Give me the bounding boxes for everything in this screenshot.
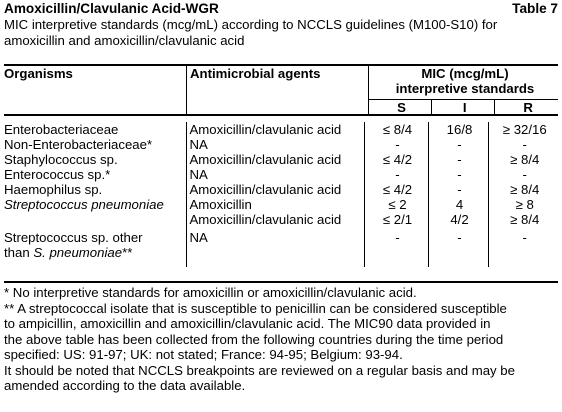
footnotes xyxy=(4,285,558,394)
i-cell: - xyxy=(428,152,488,167)
table-row xyxy=(4,212,558,227)
s-cell: ≤ 2/1 xyxy=(364,212,428,227)
footnote-line: It should be noted that NCCLS breakpoints are reviewed on a regular basis and may be xyxy=(4,362,515,378)
i-cell: 4/2 xyxy=(428,212,488,227)
footnote-line: the above table has been collected from the following countries during the time period xyxy=(4,331,504,347)
col-mic xyxy=(369,66,559,99)
r-cell: ≥ 8/4 xyxy=(488,152,558,167)
i-cell: - xyxy=(428,137,488,152)
organism-cell: Enterobacteriaceae xyxy=(4,122,119,137)
subtitle-line-1: MIC interpretive standards (mcg/mL) according to NCCLS guidelines (M100-S10) for xyxy=(4,17,498,32)
r-cell: ≥ 8/4 xyxy=(488,182,558,197)
table-row xyxy=(4,122,558,137)
table-body xyxy=(4,122,558,267)
organism-cell: Staphylococcus sp. xyxy=(4,152,118,167)
organism-cell xyxy=(4,212,186,227)
s-cell: - xyxy=(364,167,428,182)
document-title: Amoxicillin/Clavulanic Acid-WGR xyxy=(4,1,219,16)
col-r: R xyxy=(495,99,558,115)
organism-cell xyxy=(4,227,186,267)
i-cell: - xyxy=(428,227,488,267)
bottom-rule xyxy=(4,281,558,283)
agent-cell: Amoxicillin/clavulanic acid xyxy=(186,122,364,137)
agent-cell: NA xyxy=(186,137,364,152)
organism-line-2-italic: S. pneumoniae xyxy=(33,245,123,260)
footnote-line: to ampicillin, amoxicillin and amoxicillin/clavulanic acid. The MIC90 data provided in xyxy=(4,316,491,331)
subtitle-line-2: amoxicillin and amoxicillin/clavulanic acid xyxy=(4,32,245,48)
s-cell: - xyxy=(364,137,428,152)
footnote-line: ** A streptococcal isolate that is susceptible to penicillin can be considered susceptible xyxy=(4,300,507,316)
organism-line-2-prefix: than xyxy=(4,245,34,260)
table-row xyxy=(4,152,558,167)
r-cell: - xyxy=(488,227,558,267)
col-organisms: Organisms xyxy=(4,66,73,81)
i-cell: 4 xyxy=(428,197,488,212)
organism-cell: Streptococcus pneumoniae xyxy=(4,197,164,212)
subtitle xyxy=(4,17,558,48)
footnote-line: amended according to the data available. xyxy=(4,378,246,393)
organism-cell: Haemophilus sp. xyxy=(4,182,103,197)
r-cell: ≥ 8/4 xyxy=(488,212,558,227)
s-cell: ≤ 4/2 xyxy=(364,152,428,167)
col-s: S xyxy=(369,99,432,115)
agent-cell: Amoxicillin/clavulanic acid xyxy=(186,212,364,227)
s-cell: ≤ 4/2 xyxy=(364,182,428,197)
organism-line-2-suffix: ** xyxy=(122,245,133,260)
agent-cell: NA xyxy=(186,167,364,182)
organism-line-1: Streptococcus sp. other xyxy=(4,230,143,245)
footnote-line: * No interpretive standards for amoxicillin or amoxicillin/clavulanic acid. xyxy=(4,285,417,300)
col-i: I xyxy=(432,99,495,115)
s-cell: ≤ 8/4 xyxy=(364,122,428,137)
agent-cell: Amoxicillin xyxy=(186,197,364,212)
organism-cell: Non-Enterobacteriaceae* xyxy=(4,137,153,152)
agent-cell: NA xyxy=(186,227,364,267)
s-cell: ≤ 2 xyxy=(364,197,428,212)
agent-cell: Amoxicillin/clavulanic acid xyxy=(186,152,364,167)
table-header xyxy=(4,66,558,115)
col-agents: Antimicrobial agents xyxy=(187,66,369,115)
r-cell: ≥ 8 xyxy=(488,197,558,212)
document-header xyxy=(4,1,558,17)
agent-cell: Amoxicillin/clavulanic acid xyxy=(186,182,364,197)
document xyxy=(4,1,558,393)
col-mic-line-1: MIC (mcg/mL) xyxy=(421,66,509,81)
table-row xyxy=(4,182,558,197)
i-cell: - xyxy=(428,167,488,182)
organism-line-2 xyxy=(4,245,186,260)
r-cell: ≥ 32/16 xyxy=(488,122,558,137)
table-row xyxy=(4,227,558,267)
i-cell: - xyxy=(428,182,488,197)
i-cell: 16/8 xyxy=(428,122,488,137)
table-row xyxy=(4,197,558,212)
organism-cell: Enterococcus sp.* xyxy=(4,167,111,182)
footnote-line: specified: US: 91-97; UK: not stated; France: 94-95; Belgium: 93-94. xyxy=(4,347,403,362)
table-label: Table 7 xyxy=(512,1,558,16)
s-cell: - xyxy=(364,227,428,267)
col-mic-line-2: interpretive standards xyxy=(395,81,535,96)
r-cell: - xyxy=(488,137,558,152)
table-row xyxy=(4,167,558,182)
table-row xyxy=(4,137,558,152)
r-cell: - xyxy=(488,167,558,182)
